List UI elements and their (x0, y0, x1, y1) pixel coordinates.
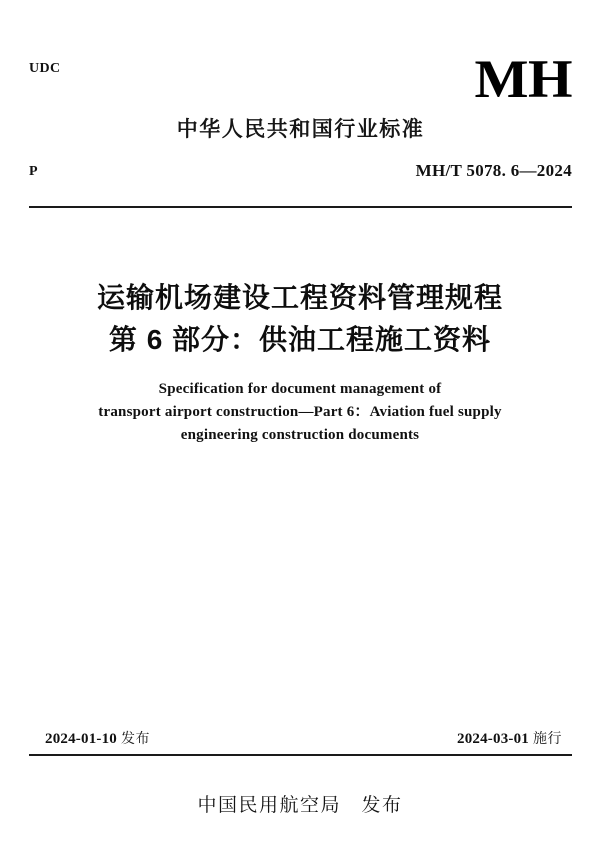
title-english-block (50, 378, 550, 447)
header-divider-rule (29, 206, 572, 208)
title-chinese-line-2: 第 6 部分：供油工程施工资料 (108, 324, 492, 355)
issue-date-word: 发布 (121, 730, 150, 746)
title-english-line-2: transport airport construction—Part 6：Aviation fuel supply (98, 404, 502, 420)
issue-date-group (45, 728, 150, 748)
standard-number: MH/T 5078. 6—2024 (415, 161, 572, 180)
effective-date-word: 施行 (533, 730, 562, 746)
date-row (29, 728, 572, 750)
classification-label: P (29, 164, 38, 179)
publisher-label: 中国民用航空局 发布 (197, 795, 403, 816)
udc-label: UDC (29, 61, 61, 76)
footer-divider-rule (29, 754, 572, 756)
effective-date-value: 2024-03-01 (457, 731, 529, 747)
effective-date-group (457, 728, 562, 748)
mh-logo: MH (474, 49, 572, 109)
standard-category-label: 中华人民共和国行业标准 (176, 118, 425, 141)
title-block (0, 277, 600, 361)
title-english-line-1: Specification for document management of (158, 381, 442, 397)
title-english-line-3: engineering construction documents (180, 427, 420, 443)
title-chinese-line-1: 运输机场建设工程资料管理规程 (96, 282, 503, 313)
issue-date-value: 2024-01-10 (45, 731, 117, 747)
cover-header (29, 49, 572, 197)
